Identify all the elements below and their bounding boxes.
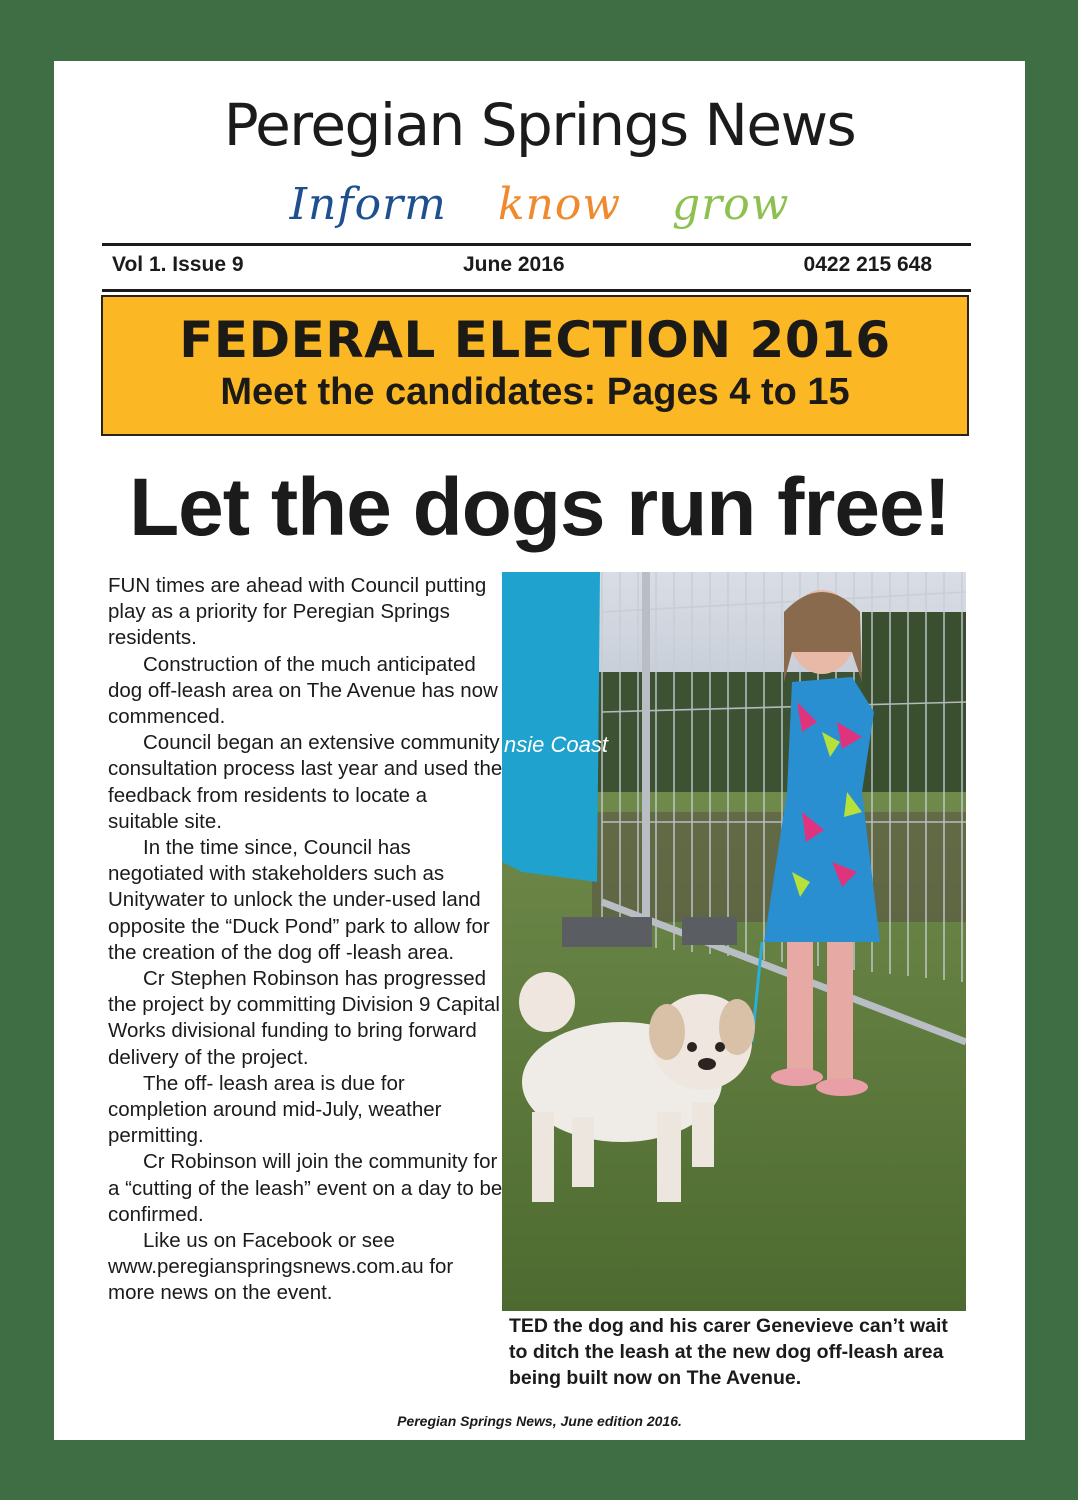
article-photo (502, 572, 966, 1311)
top-rule (102, 243, 971, 246)
article-headline: Let the dogs run free! (129, 462, 950, 553)
election-banner (101, 295, 969, 436)
article-paragraph: Cr Stephen Robinson has progressed the project by committing Division 9 Capital Works divisional funding to bring forward delivery of the project. (108, 967, 500, 1069)
article-body (108, 573, 503, 1307)
article-paragraph: Cr Robinson will join the community for a “cutting of the leash” event on a day to be confirmed. (108, 1150, 503, 1226)
article-paragraph: In the time since, Council has negotiated with stakeholders such as Unitywater to unlock the under-used land opposite the “Duck Pond” park to allow for the creation of the dog off -leash area. (108, 836, 490, 964)
banner-subheading: Meet the candidates: Pages 4 to 15 (220, 371, 850, 413)
issue-date: June 2016 (463, 253, 565, 276)
masthead-title: Peregian Springs News (223, 91, 856, 159)
contact-phone: 0422 215 648 (803, 253, 932, 276)
masthead-tagline (54, 179, 1025, 230)
article-paragraph: Like us on Facebook or see www.peregianspringsnews.com.au for more news on the event. (108, 1229, 454, 1305)
page-footer: Peregian Springs News, June edition 2016. (397, 1413, 682, 1429)
issue-volume: Vol 1. Issue 9 (112, 253, 244, 276)
tagline-know: know (497, 179, 622, 230)
photo-caption: TED the dog and his carer Genevieve can’t wait to ditch the leash at the new dog off-leash area being built now on The Avenue. (509, 1315, 948, 1389)
bottom-rule (102, 289, 971, 292)
newspaper-page (54, 61, 1025, 1440)
banner-text: nsie Coast (504, 732, 608, 757)
article-paragraph: The off- leash area is due for completion around mid-July, weather permitting. (108, 1071, 442, 1148)
tagline-grow: grow (672, 179, 790, 230)
photo-girl-and-dog (502, 572, 966, 1311)
banner-heading: FEDERAL ELECTION 2016 (179, 311, 891, 369)
article-paragraph: Council began an extensive community consultation process last year and used the feedback from residents to locate a suitable site. (108, 731, 503, 833)
article-paragraph: FUN times are ahead with Council putting play as a priority for Peregian Springs residents. (108, 574, 487, 650)
issue-info-bar (112, 253, 932, 281)
article-paragraph: Construction of the much anticipated dog off-leash area on The Avenue has now commenced. (108, 652, 498, 729)
tagline-inform: Inform (289, 179, 447, 230)
